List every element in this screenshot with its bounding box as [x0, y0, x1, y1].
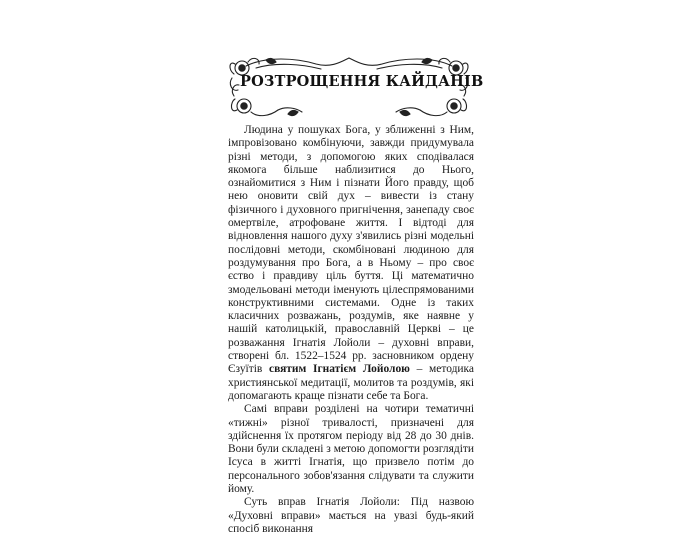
text-segment: Людина у пошуках Бога, у зближенні з Ним, імпровізовано комбінуючи, завжди придумувала різні методи, з допомогою яких сподівалася якомога більше наблизитися до Нього, ознайомитися з Ним і пізнати Його правду, щоб нею оновити свій дух – вивести із стану фізичного і духовного пригнічення, занепаду своє омертвіле, атрофоване життя. І відтоді для відновлення нашого духу з'явились різні модельні послідовні методи, скомбіновані людиною для роздумування про Бога, а в Ньому – про своє єство і правдиву ціль буття. Ці математично змодельовані методи іменують цілеспрямованими конструктивними системами. Одне із таких класичних розважань, роздумів, яке наявне у нашій католицькій, православній Церкві – це розважання Ігнатія Лойоли – духовні вправи, створені бл. 1522–1524 рр. засновником ордену Єзуїтів	[228, 124, 474, 376]
paragraph	[228, 403, 474, 496]
body-text	[228, 124, 474, 536]
bold-text: святим Ігнатієм Лойолою	[269, 363, 410, 376]
text-segment: Самі вправи розділені на чотири тематичні «тижні» різної тривалості, призначені для здійснення їх протягом періоду від 28 до 30 днів. Вони були складені з метою допомогти розглядіти Ісуса в житті Ігнатія, що призвело потім до персонального зобов'язання слідувати та служити йому.	[228, 403, 474, 496]
text-segment: – методика християнської медитації, молитов та роздумів, які допомагають краще пізнати себе та Бога.	[228, 363, 474, 402]
page-title: РОЗТРОЩЕННЯ КАЙДАНІВ	[240, 73, 484, 90]
text-segment: Суть вправ Ігнатія Лойоли: Під назвою «Духовні вправи» мається на увазі будь-який спосіб виконання	[228, 496, 474, 535]
paragraph	[228, 496, 474, 536]
paragraph	[228, 124, 474, 403]
